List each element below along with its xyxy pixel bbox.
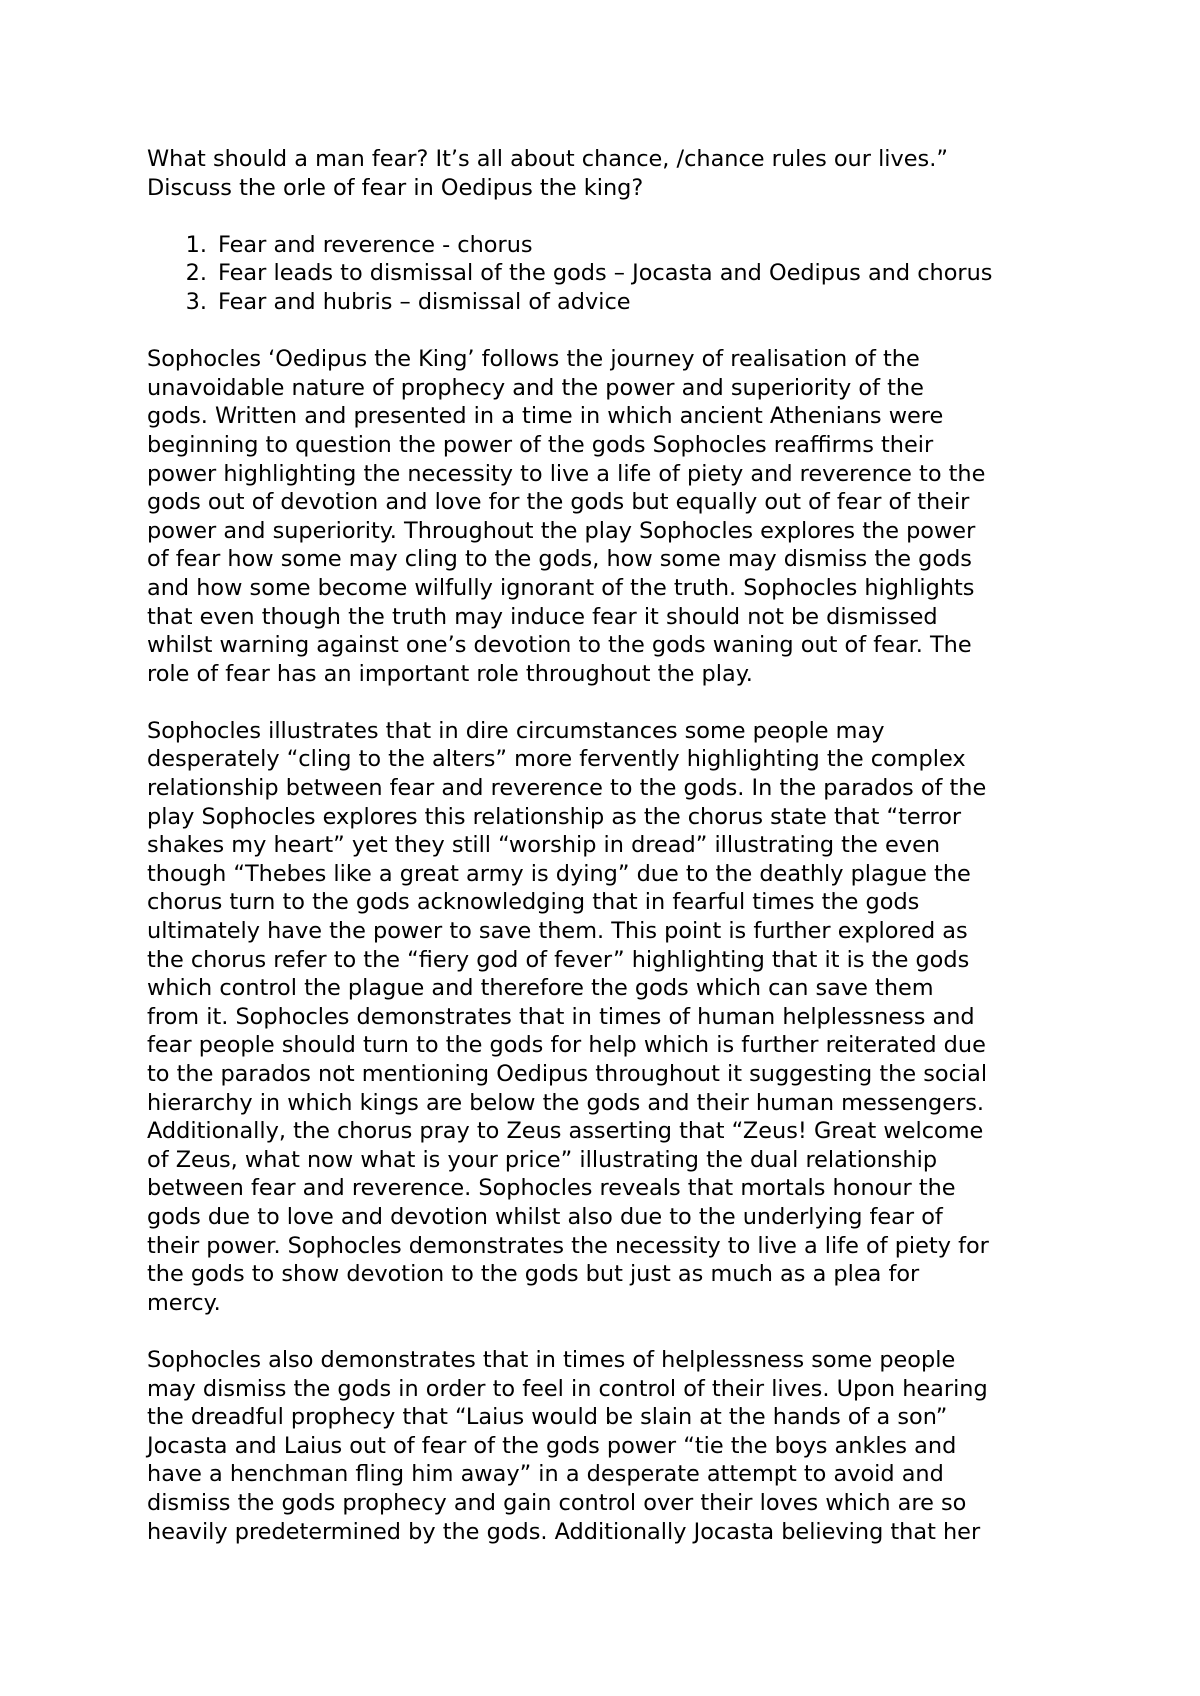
- text-line: which control the plague and therefore the gods which can save them: [147, 975, 934, 1002]
- text-line: heavily predetermined by the gods. Additionally Jocasta believing that her: [147, 1518, 981, 1545]
- text-line: play Sophocles explores this relationship as the chorus state that “terror: [147, 803, 962, 830]
- text-line: ultimately have the power to save them. This point is further explored as: [147, 918, 968, 945]
- text-line: whilst warning against one’s devotion to the gods waning out of fear. The: [147, 632, 972, 659]
- text-line: the dreadful prophecy that “Laius would be slain at the hands of a son”: [147, 1404, 948, 1431]
- question-line: What should a man fear? It’s all about chance, /chance rules our lives.”: [147, 146, 948, 172]
- text-line: relationship between fear and reverence to the gods. In the parados of the: [147, 775, 987, 802]
- list-item-text: Fear leads to dismissal of the gods – Jocasta and Oedipus and chorus: [218, 260, 993, 287]
- text-line: their power. Sophocles demonstrates the necessity to live a life of piety for: [147, 1232, 989, 1259]
- list-item: [147, 259, 1087, 288]
- text-line: role of fear has an important role throughout the play.: [147, 660, 753, 687]
- text-line: chorus turn to the gods acknowledging that in fearful times the gods: [147, 889, 920, 916]
- numbered-list: [147, 231, 1087, 317]
- text-line: and how some become wilfully ignorant of the truth. Sophocles highlights: [147, 574, 975, 601]
- text-line: of fear how some may cling to the gods, how some may dismiss the gods: [147, 546, 972, 573]
- text-line: of Zeus, what now what is your price” illustrating the dual relationship: [147, 1146, 938, 1173]
- text-line: the gods to show devotion to the gods but just as much as a plea for: [147, 1261, 920, 1288]
- paragraph-gap: [147, 317, 1087, 346]
- text-line: the chorus refer to the “fiery god of fever” highlighting that it is the gods: [147, 946, 970, 973]
- list-item-text: Fear and hubris – dismissal of advice: [218, 288, 631, 315]
- document-page: [147, 145, 1087, 1546]
- list-item-text: Fear and reverence - chorus: [218, 231, 533, 258]
- text-line: fear people should turn to the gods for help which is further reiterated due: [147, 1032, 986, 1059]
- text-line: have a henchman fling him away” in a desperate attempt to avoid and: [147, 1461, 944, 1488]
- text-line: between fear and reverence. Sophocles reveals that mortals honour the: [147, 1175, 956, 1202]
- text-line: gods due to love and devotion whilst also due to the underlying fear of: [147, 1203, 943, 1230]
- text-line: to the parados not mentioning Oedipus throughout it suggesting the social: [147, 1061, 988, 1087]
- text-line: from it. Sophocles demonstrates that in times of human helplessness and: [147, 1003, 975, 1030]
- paragraph-gap: [147, 688, 1087, 717]
- text-line: that even though the truth may induce fear it should not be dismissed: [147, 603, 938, 630]
- text-line: Sophocles ‘Oedipus the King’ follows the journey of realisation of the: [147, 346, 920, 373]
- text-line: gods out of devotion and love for the gods but equally out of fear of their: [147, 489, 970, 516]
- body-paragraph-2: [147, 717, 1087, 1317]
- body-paragraph-3: [147, 1346, 1087, 1546]
- text-line: unavoidable nature of prophecy and the power and superiority of the: [147, 374, 924, 401]
- text-line: dismiss the gods prophecy and gain control over their loves which are so: [147, 1489, 967, 1516]
- text-line: desperately “cling to the alters” more fervently highlighting the complex: [147, 746, 966, 773]
- text-line: Additionally, the chorus pray to Zeus asserting that “Zeus! Great welcome: [147, 1118, 984, 1145]
- list-number: 3.: [185, 288, 207, 315]
- text-line: beginning to question the power of the gods Sophocles reaffirms their: [147, 431, 934, 458]
- text-line: mercy.: [147, 1289, 221, 1316]
- text-line: Sophocles also demonstrates that in times of helplessness some people: [147, 1346, 956, 1373]
- text-line: Sophocles illustrates that in dire circumstances some people may: [147, 717, 885, 744]
- list-item: [147, 231, 1087, 260]
- body-paragraph-1: [147, 345, 1087, 688]
- text-line: gods. Written and presented in a time in which ancient Athenians were: [147, 403, 944, 430]
- paragraph-gap: [147, 1317, 1087, 1346]
- text-line: shakes my heart” yet they still “worship in dread” illustrating the even: [147, 832, 941, 859]
- text-line: may dismiss the gods in order to feel in control of their lives. Upon hearing: [147, 1375, 988, 1402]
- list-number: 1.: [185, 231, 207, 258]
- text-line: hierarchy in which kings are below the gods and their human messengers.: [147, 1089, 984, 1116]
- text-line: though “Thebes like a great army is dying” due to the deathly plague the: [147, 860, 971, 887]
- text-line: power and superiority. Throughout the play Sophocles explores the power: [147, 517, 976, 544]
- paragraph-gap: [147, 202, 1087, 231]
- text-line: Jocasta and Laius out of fear of the gods power “tie the boys ankles and: [147, 1432, 957, 1459]
- essay-question: [147, 145, 1087, 202]
- question-line: Discuss the orle of fear in Oedipus the king?: [147, 174, 644, 201]
- list-item: [147, 288, 1087, 317]
- text-line: power highlighting the necessity to live a life of piety and reverence to the: [147, 460, 986, 487]
- list-number: 2.: [185, 260, 207, 287]
